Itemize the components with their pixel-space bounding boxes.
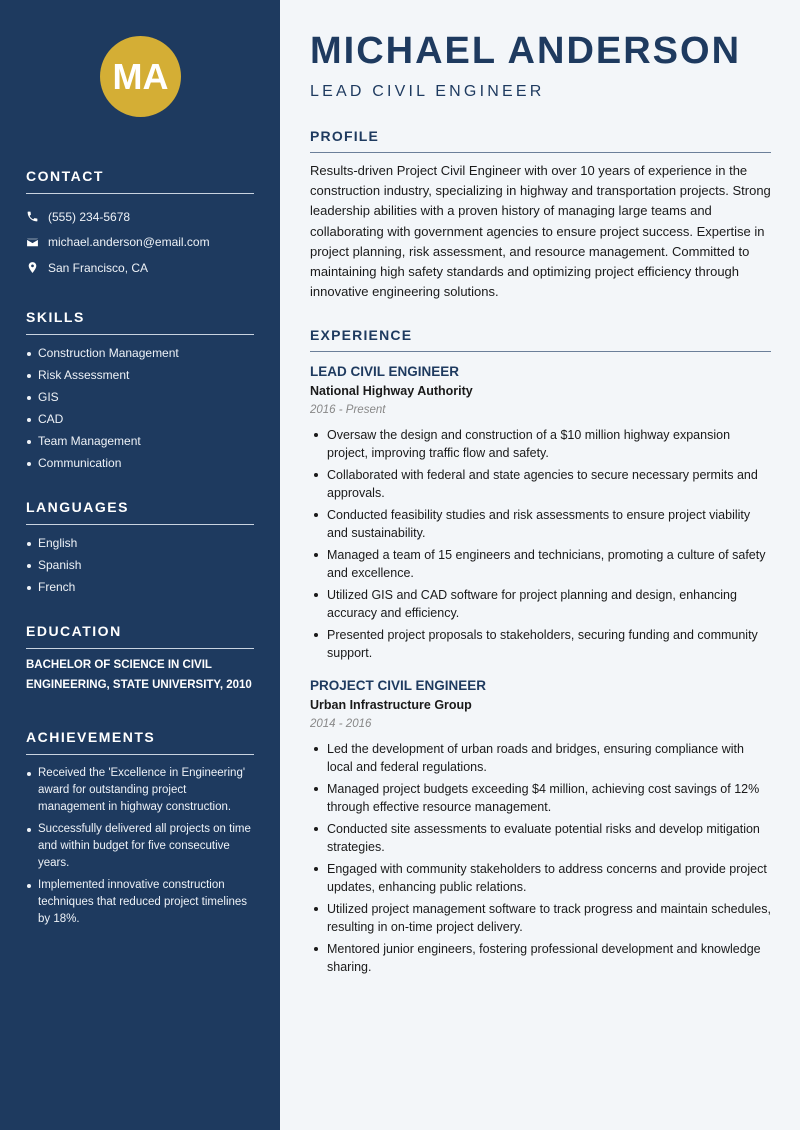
job-bullet: Oversaw the design and construction of a $10 million highway expansion project, improving traffic flow and safety. xyxy=(310,426,771,462)
job-bullet: Managed a team of 15 engineers and technicians, promoting a culture of safety and excellence. xyxy=(310,546,771,582)
candidate-name: MICHAEL ANDERSON xyxy=(310,30,742,72)
job-bullet: Collaborated with federal and state agencies to secure necessary permits and approvals. xyxy=(310,466,771,502)
job-bullet: Utilized project management software to track progress and maintain schedules, resulting in on-time project delivery. xyxy=(310,900,771,936)
job-bullet: Engaged with community stakeholders to address concerns and provide project updates, enhancing public relations. xyxy=(310,860,771,896)
skill-item: CAD xyxy=(26,411,254,433)
candidate-title: LEAD CIVIL ENGINEER xyxy=(310,83,545,100)
phone-icon xyxy=(26,210,39,223)
avatar: MA xyxy=(100,36,181,117)
job-bullet: Conducted feasibility studies and risk assessments to ensure project viability and sustainability. xyxy=(310,506,771,542)
job-title: LEAD CIVIL ENGINEER xyxy=(310,364,460,380)
achievement-item: Successfully delivered all projects on time and within budget for five consecutive years. xyxy=(26,821,254,872)
skill-item: GIS xyxy=(26,389,254,411)
job-title: PROJECT CIVIL ENGINEER xyxy=(310,678,487,694)
job-company: National Highway Authority xyxy=(310,384,473,399)
job-bullet: Conducted site assessments to evaluate potential risks and develop mitigation strategies. xyxy=(310,820,771,856)
skill-item: Communication xyxy=(26,455,254,477)
profile-text: Results-driven Project Civil Engineer with over 10 years of experience in the construction industry, specializing in highway and transportation projects. Strong leadership abilities with a proven history of managing large teams and collaborating with government agencies to ensure project success. Expertise in project planning, risk assessment, and resource management. Committed to maintaining high safety standards and optimizing project efficiency through innovative engineering solutions. xyxy=(310,163,771,300)
language-item: French xyxy=(26,579,254,601)
job-bullets xyxy=(310,740,771,976)
languages-list xyxy=(26,535,254,601)
contact-heading: CONTACT xyxy=(26,168,254,194)
location-text: San Francisco, CA xyxy=(48,260,149,275)
job-bullet: Presented project proposals to stakeholders, securing funding and community support. xyxy=(310,626,771,662)
achievements-list xyxy=(26,765,254,928)
sidebar xyxy=(0,0,280,1130)
job-dates: 2014 - 2016 xyxy=(310,718,372,731)
location-pin-icon xyxy=(26,261,39,274)
skills-list xyxy=(26,345,254,477)
achievement-item: Received the 'Excellence in Engineering' award for outstanding project management in highway construction. xyxy=(26,765,254,816)
languages-heading: LANGUAGES xyxy=(26,499,254,525)
job-dates: 2016 - Present xyxy=(310,404,386,417)
language-item: English xyxy=(26,535,254,557)
education-heading: EDUCATION xyxy=(26,623,254,649)
skill-item: Construction Management xyxy=(26,345,254,367)
job-bullet: Utilized GIS and CAD software for project planning and design, enhancing accuracy and efficiency. xyxy=(310,586,771,622)
email-icon xyxy=(26,236,39,249)
skill-item: Team Management xyxy=(26,433,254,455)
contact-email xyxy=(26,230,254,256)
skill-item: Risk Assessment xyxy=(26,367,254,389)
experience-heading: EXPERIENCE xyxy=(310,327,771,352)
job-company: Urban Infrastructure Group xyxy=(310,698,472,713)
education-degree: BACHELOR OF SCIENCE IN CIVIL ENGINEERING, STATE UNIVERSITY, 2010 xyxy=(26,658,252,691)
job-bullet: Led the development of urban roads and bridges, ensuring compliance with local and federal regulations. xyxy=(310,740,771,776)
profile-heading: PROFILE xyxy=(310,128,771,153)
job-entry xyxy=(310,678,771,976)
contact-phone xyxy=(26,204,254,230)
contact-location xyxy=(26,255,254,281)
phone-text: (555) 234-5678 xyxy=(48,209,131,224)
language-item: Spanish xyxy=(26,557,254,579)
job-entry xyxy=(310,364,771,662)
achievement-item: Implemented innovative construction techniques that reduced project timelines by 18%. xyxy=(26,877,254,928)
achievements-heading: ACHIEVEMENTS xyxy=(26,729,254,755)
email-text: michael.anderson@email.com xyxy=(48,235,210,250)
job-bullet: Mentored junior engineers, fostering professional development and knowledge sharing. xyxy=(310,940,771,976)
job-bullet: Managed project budgets exceeding $4 million, achieving cost savings of 12% through effective resource management. xyxy=(310,780,771,816)
skills-heading: SKILLS xyxy=(26,309,254,335)
job-bullets xyxy=(310,426,771,662)
